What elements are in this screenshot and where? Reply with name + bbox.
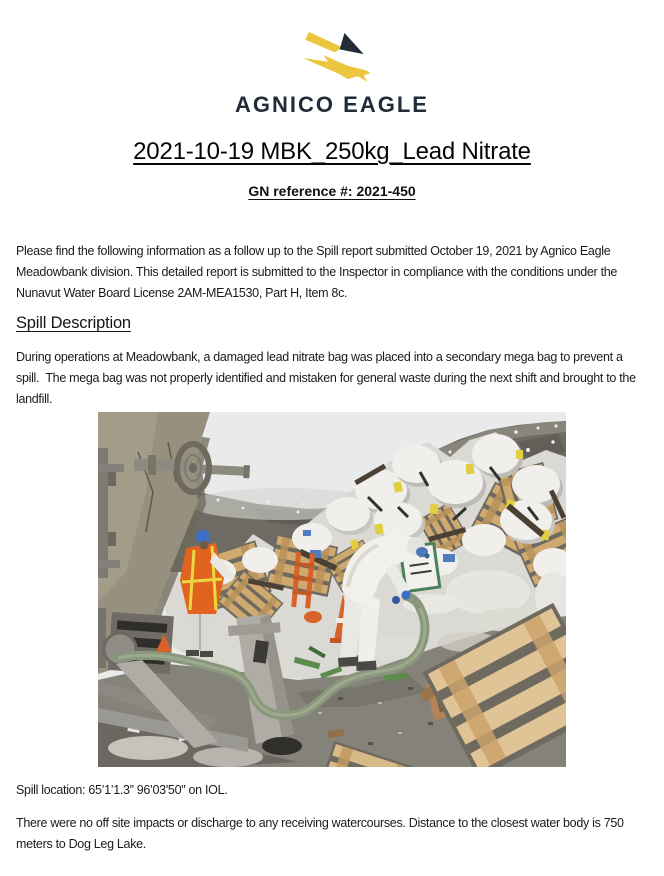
closing-paragraph: There were no off site impacts or discharge to any receiving watercourses. Distance to the closest water body is 750 meters to Dog Leg Lake. [16, 816, 624, 851]
spill-description-paragraph: During operations at Meadowbank, a damaged lead nitrate bag was placed into a secondary mega bag to prevent a spill. The mega bag was not properly identified and mistaken for general waste during the next shift and brought to the landfill. [16, 350, 636, 406]
intro-paragraph: Please find the following information as a follow up to the Spill report submitted October 19, 2021 by Agnico Eagle Meadowbank division. This detailed report is submitted to the Inspector in compliance with the conditions under the Nunavut Water Board License 2AM-MEA1530, Part H, Item 8c. [16, 244, 618, 300]
landfill-photo-illustration [98, 412, 566, 767]
spill-description-heading: Spill Description [16, 314, 131, 332]
document-title: 2021-10-19 MBK_250kg_Lead Nitrate [133, 138, 531, 165]
gn-reference: GN reference #: 2021-450 [248, 183, 416, 199]
brand-wordmark: AGNICO EAGLE [235, 92, 429, 117]
agnico-eagle-logo [0, 28, 664, 118]
eagle-icon [284, 28, 380, 86]
spill-location-line: Spill location: 65’1’1.3” 96’03'50" on IOL. [16, 783, 228, 797]
spill-photo [98, 412, 566, 767]
